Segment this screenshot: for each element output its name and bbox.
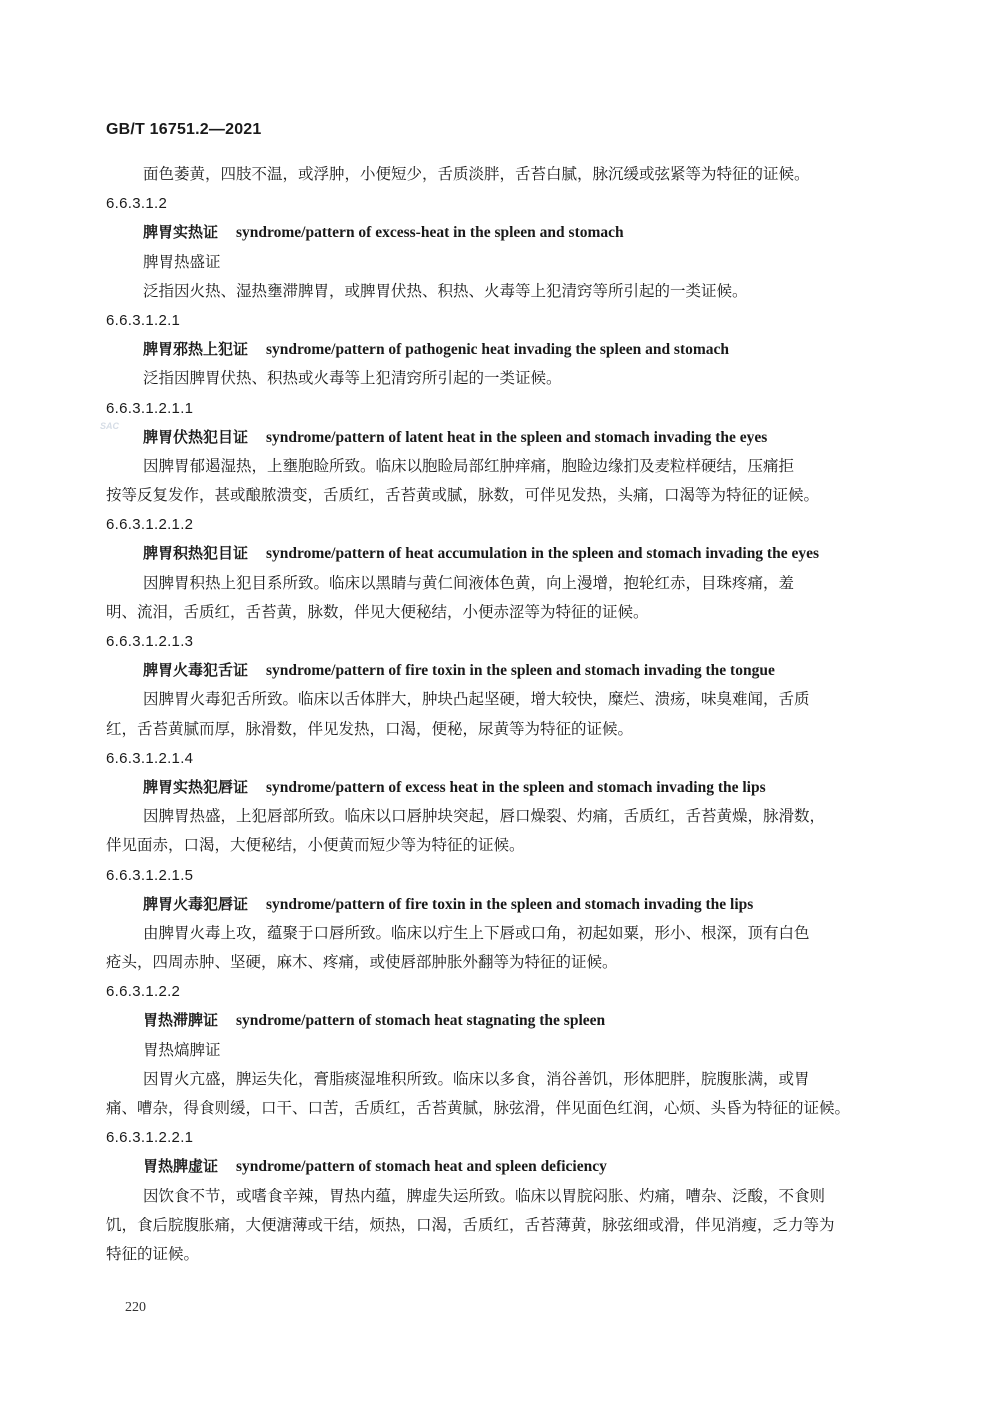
section-number: 6.6.3.1.2.2 [106,983,181,1001]
term-synonym: 胃热熇脾证 [143,1040,221,1059]
section-number: 6.6.3.1.2.2.1 [106,1129,194,1147]
term-english: syndrome/pattern of stomach heat stagnating the spleen [236,1012,606,1030]
page-number: 220 [125,1300,146,1315]
term-definition: 泛指因脾胃伏热、积热或火毒等上犯清窍所引起的一类证候。 [143,369,562,388]
continued-paragraph: 面色萎黄，四肢不温，或浮肿，小便短少，舌质淡胖，舌苔白腻，脉沉缓或弦紧等为特征的证候。 [143,165,810,183]
term-english: syndrome/pattern of latent heat in the spleen and stomach invading the eyes [266,428,768,446]
term-definition: 因胃火亢盛，脾运失化，膏脂痰湿堆积所致。临床以多食，消谷善饥，形体肥胖，脘腹胀满，或胃 [143,1069,810,1088]
term-definition-cont: 特征的证候。 [106,1244,200,1263]
term-chinese: 脾胃火毒犯唇证 [143,894,249,913]
section-number: 6.6.3.1.2.1 [106,311,181,329]
term-definition: 因饮食不节，或嗜食辛辣，胃热内蕴，脾虚失运所致。临床以胃脘闷胀、灼痛，嘈杂、泛酸，不食则 [143,1186,826,1205]
term-definition: 由脾胃火毒上攻，蕴聚于口唇所致。临床以疔生上下唇或口角，初起如粟，形小、根深，顶有白色 [143,923,810,942]
section-number: 6.6.3.1.2.1.1 [106,399,194,417]
section-number: 6.6.3.1.2.1.4 [106,749,194,767]
term-english: syndrome/pattern of fire toxin in the spleen and stomach invading the lips [266,895,754,913]
term-chinese: 脾胃实热证 [143,223,219,242]
term-chinese: 脾胃伏热犯目证 [143,427,249,446]
term-heading [106,1006,884,1035]
document-body [106,160,884,1269]
term-chinese: 脾胃邪热上犯证 [143,340,249,359]
term-chinese: 胃热滞脾证 [143,1011,219,1030]
section-number: 6.6.3.1.2 [106,195,168,213]
term-english: syndrome/pattern of heat accumulation in the spleen and stomach invading the eyes [266,545,820,563]
term-heading [106,773,884,802]
term-chinese: 胃热脾虚证 [143,1157,219,1176]
term-synonym: 脾胃热盛证 [143,252,221,271]
term-english: syndrome/pattern of excess heat in the spleen and stomach invading the lips [266,778,766,796]
standard-code-header: GB/T 16751.2—2021 [106,121,262,138]
term-chinese: 脾胃火毒犯舌证 [143,661,249,680]
term-definition-cont: 红，舌苔黄腻而厚，脉滑数，伴见发热，口渴，便秘，尿黄等为特征的证候。 [106,719,634,738]
term-definition-cont: 疮头，四周赤肿、坚硬，麻木、疼痛，或使唇部肿胀外翻等为特征的证候。 [106,953,618,972]
term-definition-cont: 按等反复发作，甚或酿脓溃变，舌质红，舌苔黄或腻，脉数，可伴见发热，头痛，口渴等为特征的证候。 [106,486,820,505]
term-heading [106,539,884,568]
term-chinese: 脾胃实热犯唇证 [143,777,249,796]
term-definition-cont: 伴见面赤，口渴，大便秘结，小便黄而短少等为特征的证候。 [106,836,525,855]
term-definition-cont: 饥，食后脘腹胀痛，大便溏薄或干结，烦热，口渴，舌质红，舌苔薄黄，脉弦细或滑，伴见消瘦，乏力等为 [106,1215,835,1234]
term-definition: 因脾胃热盛，上犯唇部所致。临床以口唇肿块突起，唇口燥裂、灼痛，舌质红，舌苔黄燥，脉滑数， [143,807,826,826]
watermark-logo: SAC [100,421,120,431]
term-english: syndrome/pattern of fire toxin in the spleen and stomach invading the tongue [266,662,775,680]
term-heading [106,218,884,247]
term-definition: 泛指因火热、湿热壅滞脾胃，或脾胃伏热、积热、火毒等上犯清窍等所引起的一类证候。 [143,281,748,300]
section-number: 6.6.3.1.2.1.2 [106,516,194,534]
term-english: syndrome/pattern of pathogenic heat invading the spleen and stomach [266,341,730,359]
term-definition: 因脾胃郁遏湿热，上壅胞睑所致。临床以胞睑局部红肿痒痛，胞睑边缘扪及麦粒样硬结，压痛拒 [143,456,795,475]
term-definition: 因脾胃积热上犯目系所致。临床以黑睛与黄仁间液体色黄，向上漫增，抱轮红赤，目珠疼痛，羞 [143,573,795,592]
term-english: syndrome/pattern of stomach heat and spleen deficiency [236,1158,607,1176]
term-heading [106,890,884,919]
section-number: 6.6.3.1.2.1.3 [106,633,194,650]
term-heading [106,656,884,685]
term-heading [106,423,884,452]
term-definition-cont: 痛、嘈杂，得食则缓，口干、口苦，舌质红，舌苔黄腻，脉弦滑，伴见面色红润，心烦、头昏为特征的证候。 [106,1099,851,1117]
term-heading [106,1152,884,1181]
term-english: syndrome/pattern of excess-heat in the spleen and stomach [236,224,624,242]
term-heading [106,335,884,364]
term-definition-cont: 明、流泪，舌质红，舌苔黄，脉数，伴见大便秘结，小便赤涩等为特征的证候。 [106,602,649,621]
term-definition: 因脾胃火毒犯舌所致。临床以舌体胖大，肿块凸起坚硬，增大较快，糜烂、溃疡，味臭难闻，舌质 [143,690,810,709]
section-number: 6.6.3.1.2.1.5 [106,866,194,884]
term-chinese: 脾胃积热犯目证 [143,544,249,563]
